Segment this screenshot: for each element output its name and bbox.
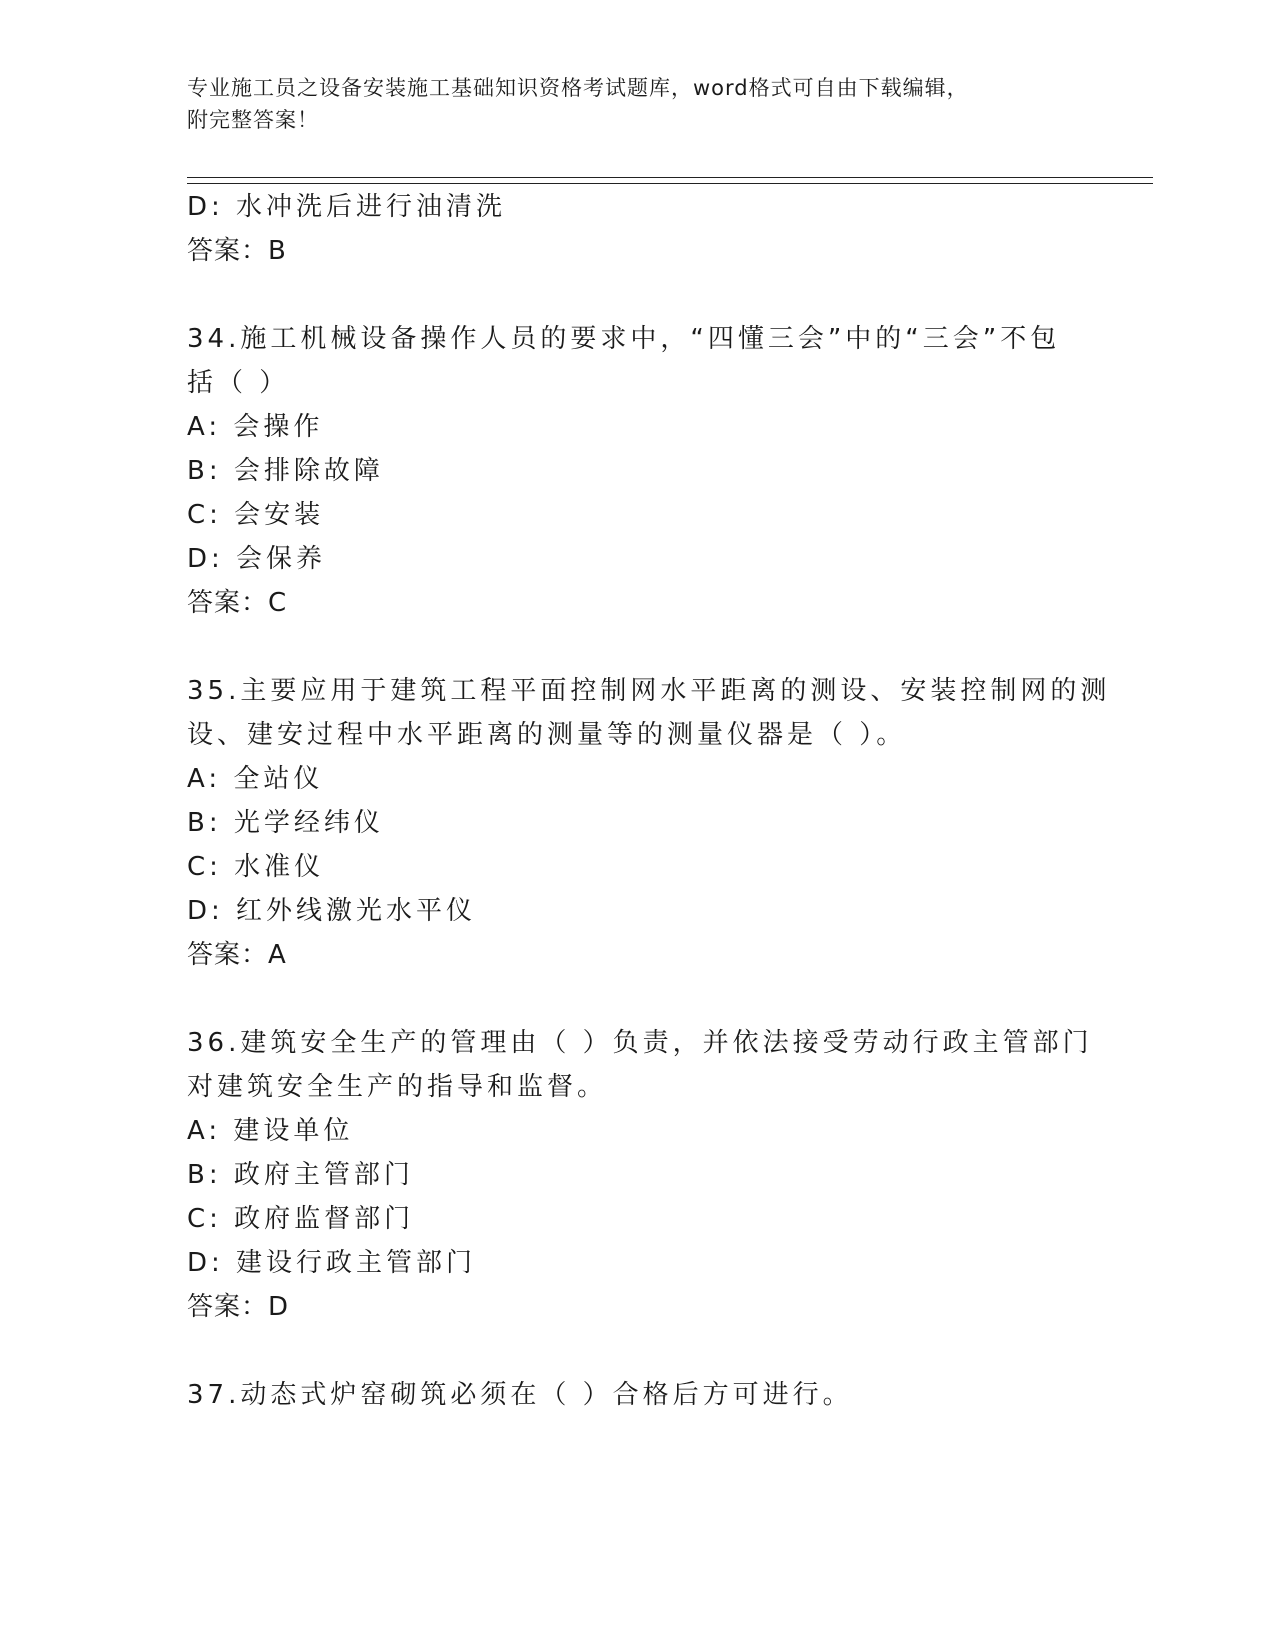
q34-stem-line-2: 括（ ）	[187, 368, 290, 398]
q34-option-d: D: 会保养	[187, 544, 327, 574]
q36-option-b: B: 政府主管部门	[187, 1160, 414, 1190]
q37-stem-line-1: 37.动态式炉窑砌筑必须在（ ）合格后方可进行。	[187, 1380, 853, 1410]
q34-answer: 答案：C	[187, 588, 288, 618]
q35-stem-line-2: 设、建安过程中水平距离的测量等的测量仪器是（ ）。	[187, 720, 907, 750]
q36-option-c: C: 政府监督部门	[187, 1204, 415, 1234]
prev-answer: 答案：B	[187, 236, 287, 266]
q35-option-b: B: 光学经纬仪	[187, 808, 384, 838]
header-line-1: 专业施工员之设备安装施工基础知识资格考试题库，word格式可自由下载编辑，	[187, 76, 969, 100]
q36-option-d: D: 建设行政主管部门	[187, 1248, 477, 1278]
q35-option-c: C: 水准仪	[187, 852, 325, 882]
q35-option-d: D: 红外线激光水平仪	[187, 896, 477, 926]
q36-stem-line-1: 36.建筑安全生产的管理由（ ）负责，并依法接受劳动行政主管部门	[187, 1028, 1093, 1058]
header-divider-top	[187, 177, 1153, 178]
q36-option-a: A: 建设单位	[187, 1116, 354, 1146]
q35-answer: 答案：A	[187, 940, 287, 970]
q35-option-a: A: 全站仪	[187, 764, 324, 794]
q36-stem-line-2: 对建筑安全生产的指导和监督。	[187, 1072, 608, 1102]
q34-option-c: C: 会安装	[187, 500, 325, 530]
q34-stem-line-1: 34.施工机械设备操作人员的要求中，“四懂三会”中的“三会”不包	[187, 324, 1061, 354]
header-divider-bottom	[187, 183, 1153, 184]
q34-option-a: A: 会操作	[187, 412, 324, 442]
q34-option-b: B: 会排除故障	[187, 456, 384, 486]
header-line-2: 附完整答案！	[187, 108, 319, 132]
prev-option-d: D: 水冲洗后进行油清洗	[187, 192, 507, 222]
document-header	[187, 72, 1067, 136]
q36-answer: 答案：D	[187, 1292, 290, 1322]
q35-stem-line-1: 35.主要应用于建筑工程平面控制网水平距离的测设、安装控制网的测	[187, 676, 1111, 706]
